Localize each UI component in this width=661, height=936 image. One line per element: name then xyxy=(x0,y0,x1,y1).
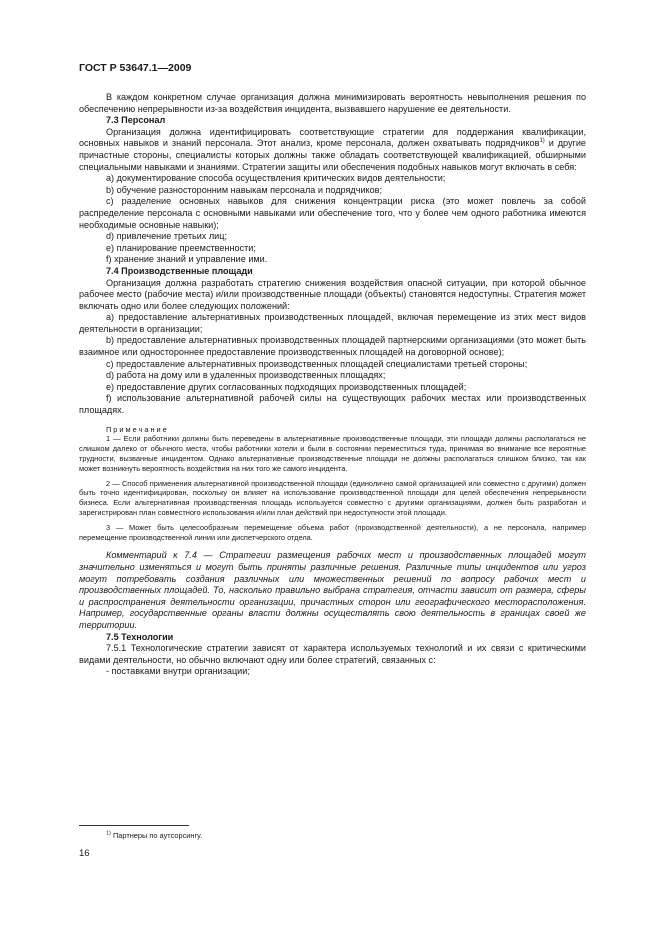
list-item-b: b) предоставление альтернативных производственных площадей партнерскими организациями (это может быть взаимное или одностороннее предоставление производственных площадей на договорной основе); xyxy=(79,335,586,358)
footnote-marker: 1) xyxy=(106,830,111,837)
paragraph-technologies: 7.5.1 Технологические стратегии зависят от характера используемых технологий и их связи с критическими видами деятельности, но обычно включают одну или более стратегий, связанных с: xyxy=(79,643,586,665)
notes-block xyxy=(79,425,586,543)
section-heading-7-5: 7.5 Технологии xyxy=(106,631,174,642)
note-3: 3 — Может быть целесообразным перемещение объема работ (производственной деятельности), а не персонала, например перемещение производственной линии или диспетчерского отдела. xyxy=(79,522,586,542)
list-item-c: c) разделение основных навыков для снижения концентрации риска (это может повлечь за собой распределение персонала с основными навыками или обеспечение того, что у более чем одного работника имеются необходимые основные навыки); xyxy=(79,196,586,230)
paragraph-personnel-part2: и другие причастные стороны, специалисты которых должны также обладать соответствующей квалификацией, обширными специальными навыками и знаниями. Стратегии защиты или обеспечения подобных навыков могут включать в себя: xyxy=(79,138,586,172)
note-1: 1 — Если работники должны быть переведены в альтернативные производственные площади, эти площади должны располагаться не слишком далеко от обычного места, чтобы работники хотели и были в состоянии переместиться туда, принимая во внимание все вероятные трудности, вызванные инцидентом. Однако альтернативные производственные площади не должны располагаться слишком близко, так как может возникнуть вероятность воздействия на них того же самого инцидента. xyxy=(79,434,586,473)
note-2: 2 — Способ применения альтернативной производственной площади (единолично самой организацией или совместно с другими) должен быть точно идентифицирован, поскольку он влияет на использование производственной площади для целей обеспечения непрерывности бизнеса. Если альтернативная производственная площадь используется совместно с другими организациями, должен быть разработан и зарегистрирован план совместного использования и/или план действий при недоступности этой площади. xyxy=(79,478,586,517)
comment-7-4: Комментарий к 7.4 — Стратегии размещения рабочих мест и производственных площадей могут значительно изменяться и могут быть приняты различные решения. Различные типы инцидентов или угроз могут потребовать создания различных или множественных решений по вопросу рабочих мест и производственных площадей. То, насколько правильно выбрана стратегия, отчасти зависит от размера, сферы и распространения деятельности организации, причастных сторон или географического месторасположения. Например, государственные органы власти должны осуществлять свою деятельность в границах своей же территории. xyxy=(79,550,586,630)
section-heading-7-4: 7.4 Производственные площади xyxy=(106,265,253,276)
page-number: 16 xyxy=(79,848,90,859)
notes-title: Примечание xyxy=(106,424,169,434)
footnote xyxy=(106,831,202,840)
footnote-divider xyxy=(79,825,189,826)
list-item-b: b) обучение разносторонним навыкам персонала и подрядчиков; xyxy=(106,184,383,195)
paragraph-personnel xyxy=(79,127,586,173)
list-item-f: f) хранение знаний и управление ими. xyxy=(106,254,268,265)
comment-block xyxy=(79,550,586,631)
list-item-dash: - поставками внутри организации; xyxy=(106,666,250,677)
list-item-e: e) планирование преемственности; xyxy=(106,242,256,253)
list-item-f: f) использование альтернативной рабочей силы на существующих рабочих местах или производственных площадях. xyxy=(79,393,586,416)
paragraph-personnel-part1: Организация должна идентифицировать соответствующие стратегии для поддержания квалификации, основных навыков и знаний персонала. Этот анализ, кроме персонала, должен охватывать подрядчиков xyxy=(79,126,586,149)
list-item-a: a) предоставление альтернативных производственных площадей, включая перемещение из этих мест видов деятельности в организации; xyxy=(79,312,586,334)
paragraph-intro: В каждом конкретном случае организация должна минимизировать вероятность невыполнения решения по обеспечению непрерывности из-за воздействия инцидента, вызвавшего нарушение ее деятельности. xyxy=(79,92,586,114)
footnote-ref: 1) xyxy=(539,138,545,145)
document-header: ГОСТ Р 53647.1—2009 xyxy=(79,62,192,74)
section-heading-7-3: 7.3 Персонал xyxy=(106,115,166,126)
list-item-d: d) привлечение третьих лиц; xyxy=(106,231,227,242)
list-item-c: c) предоставление альтернативных производственных площадей специалистами третьей стороны; xyxy=(106,358,528,369)
list-item-d: d) работа на дому или в удаленных производственных площадях; xyxy=(106,370,386,381)
footnote-text: Партнеры по аутсорсингу. xyxy=(112,831,203,840)
list-item-e: e) предоставление других согласованных подходящих производственных площадей; xyxy=(106,381,467,392)
paragraph-facilities: Организация должна разработать стратегию снижения воздействия опасной ситуации, при которой обычное рабочее место (рабочие места) и/или производственные площади (объекты) становятся недоступны. Стратегия может включать одно или более следующих положений: xyxy=(79,277,586,311)
list-item-a: a) документирование способа осуществления критических видов деятельности; xyxy=(106,173,446,184)
document-body xyxy=(79,92,586,678)
